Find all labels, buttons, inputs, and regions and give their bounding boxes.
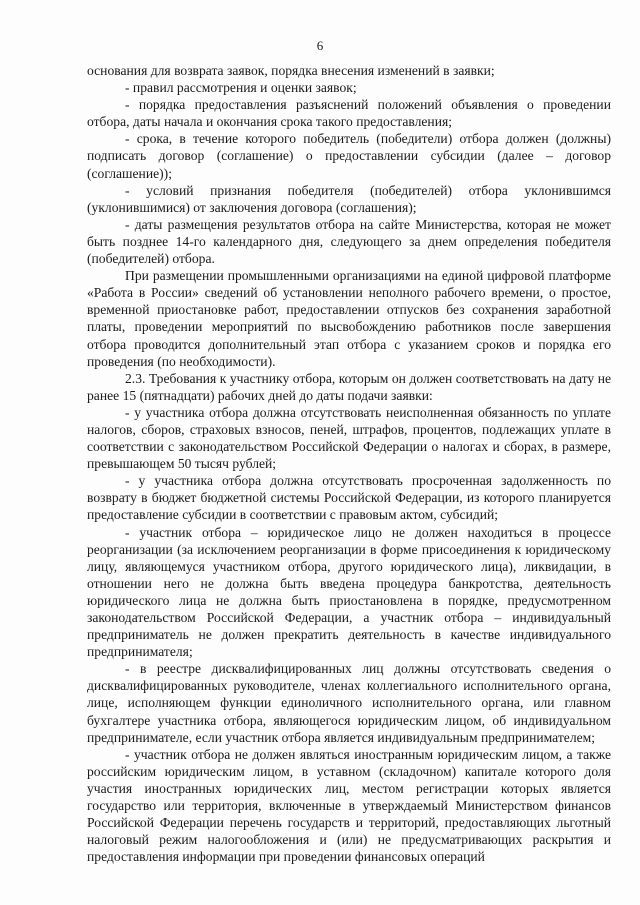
paragraph-evasion-conditions: - условий признания победителя (победителей) отбора уклонившимся (уклонившимися) от заключения договора (соглашения); [87, 182, 611, 215]
paragraph-continuation: основания для возврата заявок, порядка внесения изменений в заявки; [87, 63, 495, 78]
paragraph-disqualified-registry: - в реестре дисквалифицированных лиц должны отсутствовать сведения о дисквалифицированных руководителе, членах коллегиального исполнительного органа, лице, исполняющем функции единоличного исполнительного органа, или главном бухгалтере участника отбора, являющегося юридическим лицом, об индивидуальном предпринимателе, если участник отбора является индивидуальным предпринимателем; [87, 661, 611, 745]
paragraph-results-date: - даты размещения результатов отбора на сайте Министерства, которая не может быть позднее 14-го календарного дня, следующего за днем определения победителя (победителей) отбора. [87, 216, 611, 267]
document-body [87, 62, 611, 865]
paragraph-section-2-3: 2.3. Требования к участнику отбора, которым он должен соответствовать на дату не ранее 15 (пятнадцати) рабочих дней до даты подачи заявки: [87, 370, 611, 403]
paragraph-additional-stage: При размещении промышленными организациями на единой цифровой платформе «Работа в России» сведений об установлении неполного рабочего времени, о простое, временной приостановке работ, предоставлении отпусков без сохранения заработной платы, проведении мероприятий по высвобождению работников после завершения отбора проводится дополнительный этап отбора с указанием сроков и порядка его проведения (по необходимости). [87, 268, 611, 369]
paragraph-contract-term: - срока, в течение которого победитель (победители) отбора должен (должны) подписать договор (соглашение) о предоставлении субсидии (далее – договор (соглашение)); [87, 131, 611, 181]
paragraph-reorganization: - участник отбора – юридическое лицо не должен находиться в процессе реорганизации (за исключением реорганизации в форме присоединения к юридическому лицу, являющемуся участником отбора, другого юридического лица), ликвидации, в отношении него не должна быть введена процедура банкротства, деятельность юридического лица не должна быть приостановлена в порядке, предусмотренном законодательством Российской Федерации, а участник отбора – индивидуальный предприниматель не должен прекратить деятельность в качестве индивидуального предпринимателя; [87, 524, 611, 660]
paragraph-tax-obligation: - у участника отбора должна отсутствовать неисполненная обязанность по уплате налогов, сборов, страховых взносов, пеней, штрафов, процентов, подлежащих уплате в соответствии с законодательством Российской Федерации о налогах и сборах, в размере, превышающем 50 тысяч рублей; [87, 404, 611, 472]
paragraph-clarifications: - порядка предоставления разъяснений положений объявления о проведении отбора, даты начала и окончания срока такого предоставления; [87, 97, 611, 130]
paragraph-foreign-entity: - участник отбора не должен являться иностранным юридическим лицом, а также российским юридическим лицом, в уставном (складочном) капитале которого доля участия иностранных юридических лиц, местом регистрации которых является государство или территория, включенные в утверждаемый Министерством финансов Российской Федерации перечень государств и территорий, предоставляющих льготный налоговый режим налогообложения и (или) не предусматривающих раскрытия и предоставления информации при проведении финансовых операций [87, 746, 611, 865]
paragraph-overdue-debt: - у участника отбора должна отсутствовать просроченная задолженность по возврату в бюджет бюджетной системы Российской Федерации, из которого планируется предоставление субсидии в соответствии с правовым актом, субсидий; [87, 473, 611, 523]
page-number: 6 [316, 38, 324, 53]
paragraph-review-rules: - правил рассмотрения и оценки заявок; [125, 80, 357, 96]
